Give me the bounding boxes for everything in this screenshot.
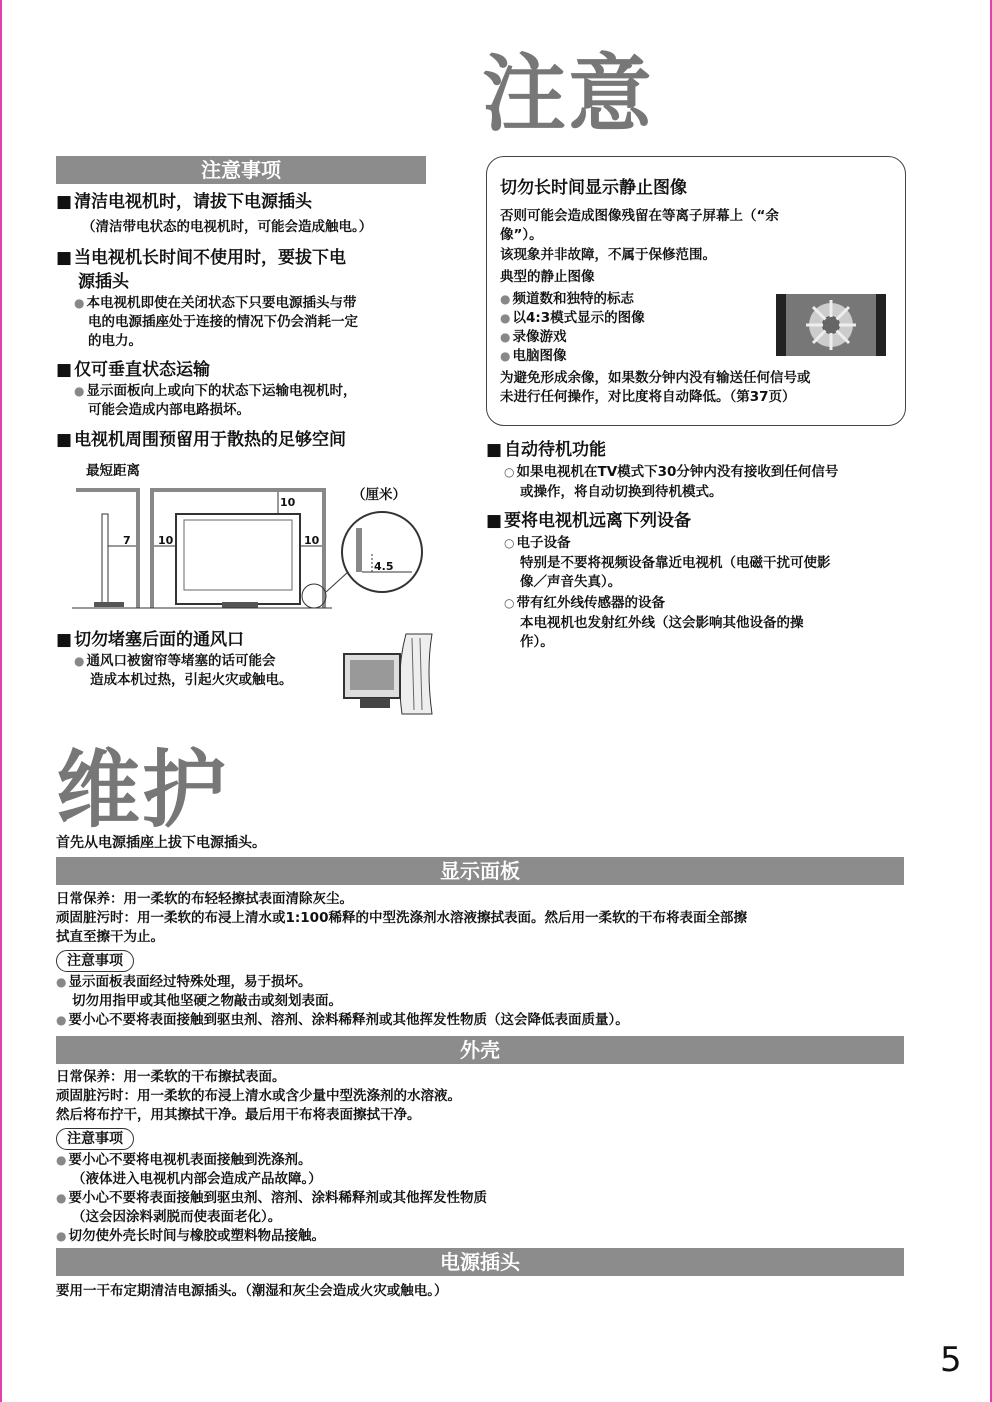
cabinet-line3: 然后将布拧干，用其擦拭干净。最后用干布将表面擦拭干净。 — [56, 1107, 421, 1123]
circle-bullet-icon: ○ — [504, 596, 515, 610]
cabinet-caution1: ● 要小心不要将电视机表面接触到洗涤剂。 — [56, 1152, 312, 1168]
panel-line1: 日常保养：用一柔软的布轻轻擦拭表面清除灰尘。 — [56, 891, 353, 907]
caution-item2-line2: 电的电源插座处于连接的情况下仍会消耗一定 — [88, 314, 358, 330]
dim-bottom: 4.5 — [374, 560, 394, 573]
min-distance-label: 最短距离 — [86, 463, 140, 479]
page-number: 5 — [940, 1340, 962, 1380]
still-image-example: ● 以4:3模式显示的图像 — [500, 310, 645, 326]
curtain-illustration — [336, 630, 436, 716]
plug-text: 要用一干布定期清洁电源插头。（潮湿和灰尘会造成火灾或触电。） — [56, 1283, 448, 1299]
caution-item5-line2: 造成本机过热，引起火灾或触电。 — [90, 672, 293, 688]
still-image-example: ● 频道数和独特的标志 — [500, 291, 634, 307]
still-image-heading: 切勿长时间显示静止图像 — [500, 178, 687, 198]
caution-item2-heading-cont: 源插头 — [78, 272, 129, 292]
panel-caution1-line1: ● 显示面板表面经过特殊处理，易于损坏。 — [56, 974, 312, 990]
bullet-icon: ● — [500, 311, 511, 325]
bullet-icon: ● — [500, 330, 511, 344]
bullet-icon: ● — [74, 296, 85, 310]
bullet-icon: ● — [74, 654, 85, 668]
bullet-icon: ● — [74, 384, 85, 398]
auto-standby-heading: ■ 自动待机功能 — [486, 438, 606, 462]
bullet-icon: ● — [500, 292, 511, 306]
cabinet-bar: 外壳 — [56, 1036, 904, 1064]
still-image-example: ● 电脑图像 — [500, 348, 567, 364]
cabinet-caution2-note: （这会因涂料剥脱而使表面老化）。 — [72, 1209, 282, 1225]
still-image-footer-line2: 未进行任何操作，对比度将自动降低。（第37页） — [500, 389, 796, 405]
keep-away-heading: ■ 要将电视机远离下列设备 — [486, 509, 691, 533]
panel-line3: 拭直至擦干为止。 — [56, 929, 164, 945]
panel-line2: 顽固脏污时：用一柔软的布浸上清水或1:100稀释的中型洗涤剂水溶液擦拭表面。然后用一柔软的干布将表面全部擦 — [56, 910, 747, 926]
still-image-text-line1: 否则可能会造成图像残留在等离子屏幕上（“余 — [500, 208, 779, 224]
caution-bar: 注意事项 — [56, 156, 426, 184]
panel-caution-label: 注意事项 — [56, 950, 134, 972]
keep-away-sub1: ○ 电子设备 — [504, 535, 571, 551]
clearance-diagram — [72, 484, 432, 614]
caution-item2-heading: ■ 当电视机长时间不使用时，要拔下电 — [56, 246, 346, 270]
tv-clearance-illustration — [72, 484, 432, 614]
auto-standby-line1: ○ 如果电视机在TV模式下30分钟内没有接收到任何信号 — [504, 464, 839, 480]
still-image-example: ● 录像游戏 — [500, 329, 567, 345]
still-image-examples-label: 典型的静止图像 — [500, 269, 595, 285]
circle-bullet-icon: ○ — [504, 465, 515, 479]
still-image-footer-line1: 为避免形成余像，如果数分钟内没有输送任何信号或 — [500, 370, 811, 386]
caution-item2-line1: ● 本电视机即使在关闭状态下只要电源插头与带 — [74, 295, 357, 311]
caution-item1-heading: ■ 清洁电视机时，请拔下电源插头 — [56, 190, 312, 214]
caution-item3-line2: 可能会造成内部电路损坏。 — [88, 402, 250, 418]
tv-curtain-icon — [336, 630, 436, 716]
bullet-icon: ● — [56, 975, 67, 989]
cabinet-caution2: ● 要小心不要将表面接触到驱虫剂、溶剂、涂料稀释剂或其他挥发性物质 — [56, 1190, 487, 1206]
bullet-icon: ● — [56, 1153, 67, 1167]
caution-item3-heading: ■ 仅可垂直状态运输 — [56, 358, 210, 382]
panel-caution1-line2: 切勿用指甲或其他坚硬之物敲击或刻划表面。 — [72, 993, 342, 1009]
panel-caution2: ● 要小心不要将表面接触到驱虫剂、溶剂、涂料稀释剂或其他挥发性物质（这会降低表面质量）。 — [56, 1012, 629, 1028]
caution-item3-line1: ● 显示面板向上或向下的状态下运输电视机时， — [74, 383, 357, 399]
page-title: 注意 — [482, 45, 655, 143]
circle-bullet-icon: ○ — [504, 536, 515, 550]
still-image-photo — [776, 294, 886, 356]
cabinet-caution1-note: （液体进入电视机内部会造成产品故障。） — [72, 1171, 322, 1187]
dim-side-left: 7 — [123, 534, 131, 547]
dim-right: 10 — [304, 534, 320, 547]
page-edge-left — [0, 0, 2, 1402]
unit-label: （厘米） — [352, 487, 406, 503]
bullet-icon: ● — [500, 349, 511, 363]
keep-away-sub1-line2: 像／声音失真）。 — [520, 574, 622, 590]
keep-away-sub2: ○ 带有红外线传感器的设备 — [504, 595, 665, 611]
plug-bar: 电源插头 — [56, 1248, 904, 1276]
caution-item5-line1: ● 通风口被窗帘等堵塞的话可能会 — [74, 653, 276, 669]
still-image-text-line3: 该现象并非故障，不属于保修范围。 — [500, 247, 716, 263]
auto-standby-line2: 或操作，将自动切换到待机模式。 — [520, 484, 723, 500]
caution-item2-line3: 的电力。 — [88, 333, 142, 349]
dim-left: 10 — [158, 534, 174, 547]
bullet-icon: ● — [56, 1191, 67, 1205]
still-image-text-line2: 像”）。 — [500, 227, 543, 243]
cabinet-line2: 顽固脏污时：用一柔软的布浸上清水或含少量中型洗涤剂的水溶液。 — [56, 1088, 461, 1104]
bullet-icon: ● — [56, 1229, 67, 1243]
flower-image-icon — [776, 294, 886, 356]
keep-away-sub1-line1: 特别是不要将视频设备靠近电视机（电磁干扰可使影 — [520, 555, 831, 571]
maintenance-title: 维护 — [56, 741, 229, 839]
keep-away-sub2-line2: 作）。 — [520, 634, 554, 650]
dim-top: 10 — [280, 496, 296, 509]
bullet-icon: ● — [56, 1013, 67, 1027]
cabinet-caution3: ● 切勿使外壳长时间与橡胶或塑料物品接触。 — [56, 1228, 325, 1244]
caution-item4-heading: ■ 电视机周围预留用于散热的足够空间 — [56, 428, 346, 452]
cabinet-caution-label: 注意事项 — [56, 1128, 134, 1150]
maintenance-intro: 首先从电源插座上拔下电源插头。 — [56, 835, 266, 851]
caution-item1-note: （清洁带电状态的电视机时，可能会造成触电。） — [82, 219, 373, 235]
panel-bar: 显示面板 — [56, 857, 904, 885]
keep-away-sub2-line1: 本电视机也发射红外线（这会影响其他设备的操 — [520, 615, 804, 631]
cabinet-line1: 日常保养：用一柔软的干布擦拭表面。 — [56, 1069, 286, 1085]
caution-item5-heading: ■ 切勿堵塞后面的通风口 — [56, 628, 244, 652]
